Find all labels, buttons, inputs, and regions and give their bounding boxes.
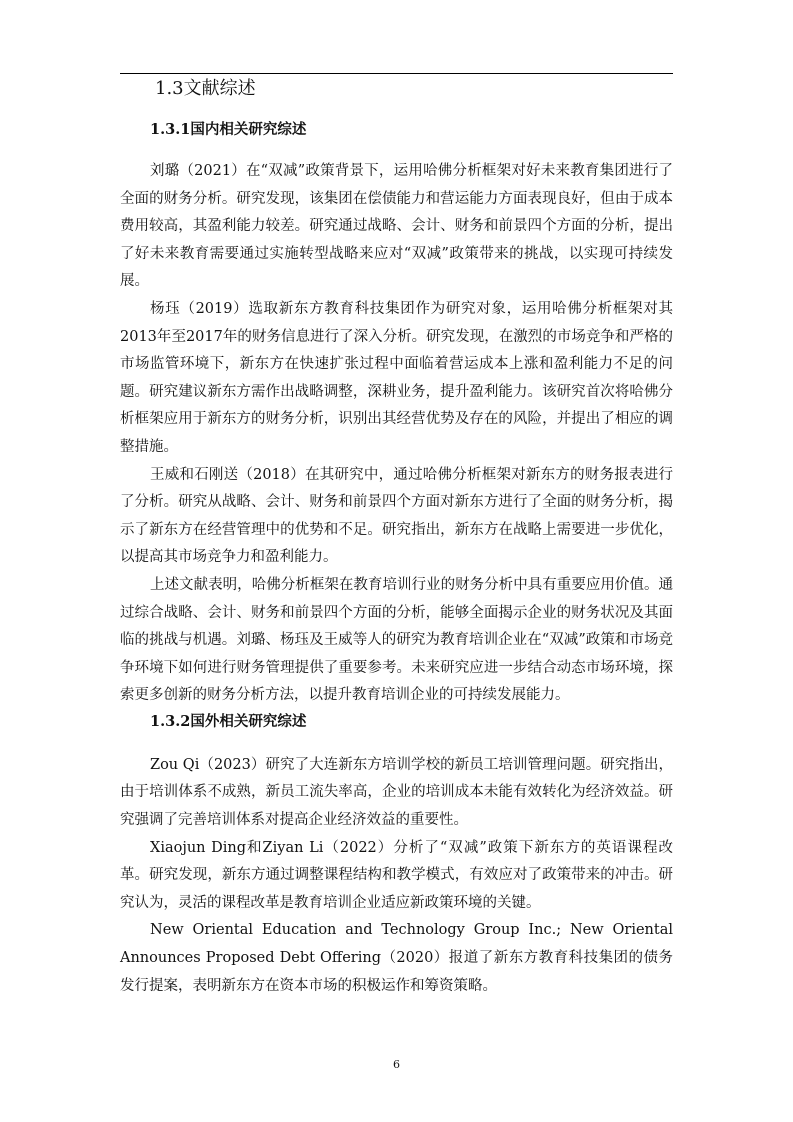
header-rule xyxy=(120,73,673,74)
paragraph: 杨珏（2019）选取新东方教育科技集团作为研究对象，运用哈佛分析框架对其2013年至2017年的财务信息进行了深入分析。研究发现，在激烈的市场竞争和严格的市场监管环境下，新东方在快速扩张过程中面临着营运成本上涨和盈利能力不足的问题。研究建议新东方需作出战略调整，深耕业务，提升盈利能力。该研究首次将哈佛分析框架应用于新东方的财务分析，识别出其经营优势及存在的风险，并提出了相应的调整措施。 xyxy=(120,300,673,455)
paragraph: 刘璐（2021）在“双减”政策背景下，运用哈佛分析框架对好未来教育集团进行了全面的财务分析。研究发现，该集团在偿债能力和营运能力方面表现良好，但由于成本费用较高，其盈利能力较差。研究通过战略、会计、财务和前景四个方面的分析，提出了好未来教育需要通过实施转型战略来应对“双减”政策带来的挑战，以实现可持续发展。 xyxy=(120,163,673,290)
paragraph: 上述文献表明，哈佛分析框架在教育培训行业的财务分析中具有重要应用价值。通过综合战略、会计、财务和前景四个方面的分析，能够全面揭示企业的财务状况及其面临的挑战与机遇。刘璐、杨珏及王威等人的研究为教育培训企业在“双减”政策和市场竞争环境下如何进行财务管理提供了重要参考。未来研究应进一步结合动态市场环境，探索更多创新的财务分析方法，以提升教育培训企业的可持续发展能力。 xyxy=(120,576,673,704)
paragraph: New Oriental Education and Technology Group Inc.; New Oriental Announces Proposed Debt Offering（2020）报道了新东方教育科技集团的债务发行提案，表明新东方在资本市场的积极运作和筹资策略。 xyxy=(120,922,673,994)
subsection-title-foreign: 1.3.2国外相关研究综述 xyxy=(150,712,307,730)
page-number: 6 xyxy=(393,1058,400,1071)
paragraph: Zou Qi（2023）研究了大连新东方培训学校的新员工培训管理问题。研究指出，由于培训体系不成熟，新员工流失率高，企业的培训成本未能有效转化为经济效益。研究强调了完善培训体系对提高企业经济效益的重要性。 xyxy=(120,756,673,829)
section-heading: 1.3文献综述 xyxy=(155,78,256,99)
paragraph: 王威和石刚送（2018）在其研究中，通过哈佛分析框架对新东方的财务报表进行了分析。研究从战略、会计、财务和前景四个方面对新东方进行了全面的财务分析，揭示了新东方在经营管理中的优势和不足。研究指出，新东方在战略上需要进一步优化，以提高其市场竞争力和盈利能力。 xyxy=(120,466,673,566)
page-content xyxy=(120,75,673,1000)
paragraph: Xiaojun Ding和Ziyan Li（2022）分析了“双减”政策下新东方的英语课程改革。研究发现，新东方通过调整课程结构和教学模式，有效应对了政策带来的冲击。研究认为，灵活的课程改革是教育培训企业适应新政策环境的关键。 xyxy=(120,839,673,911)
subsection-title-domestic: 1.3.1国内相关研究综述 xyxy=(150,121,307,138)
